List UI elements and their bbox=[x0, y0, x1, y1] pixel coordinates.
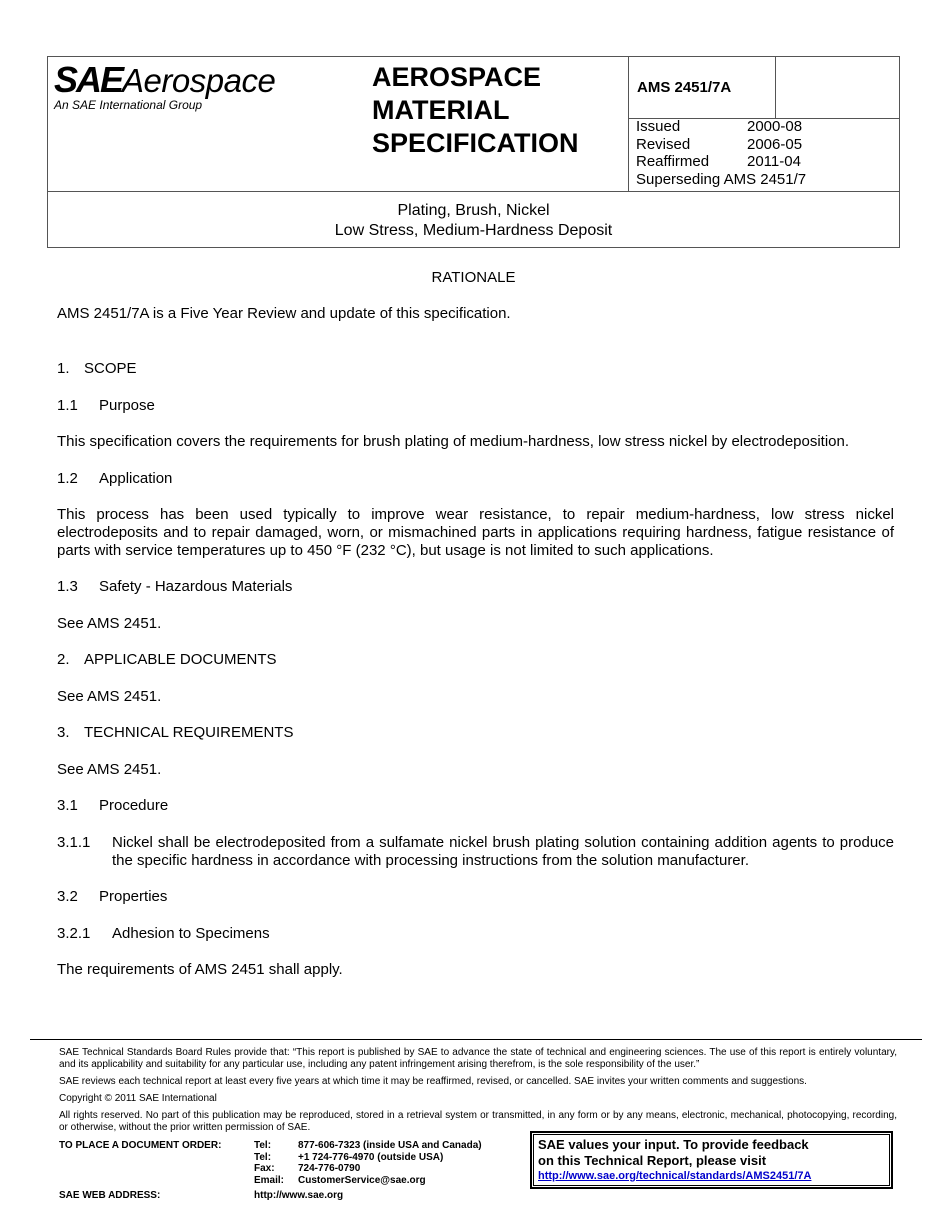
footer-rights-text: All rights reserved. No part of this publication may be reproduced, stored in a retrieval system or transmitted, in any form or by any means, electronic, mechanical, photocopying, recording, or otherwise, without the prior written permission of SAE. bbox=[59, 1110, 897, 1133]
title-line: AEROSPACE bbox=[372, 62, 542, 92]
web-address-link[interactable]: http://www.sae.org bbox=[254, 1190, 344, 1201]
document-dates bbox=[636, 118, 896, 188]
section-number: 2. bbox=[57, 651, 70, 668]
date-value: 2006-05 bbox=[747, 135, 803, 153]
section-title: Safety - Hazardous Materials bbox=[99, 578, 293, 595]
section-heading-scope bbox=[57, 360, 137, 378]
section-title: Procedure bbox=[99, 797, 169, 814]
section-heading-applicable-documents bbox=[57, 651, 277, 669]
section-heading-purpose bbox=[57, 397, 155, 415]
purpose-text: This specification covers the requirements for brush plating of medium-hardness, low stress nickel by electrodeposition. bbox=[57, 433, 850, 450]
order-label: TO PLACE A DOCUMENT ORDER: bbox=[59, 1140, 222, 1151]
rationale-text: AMS 2451/7A is a Five Year Review and update of this specification. bbox=[57, 305, 511, 322]
section-number: 3.2.1 bbox=[57, 925, 91, 942]
section-title: TECHNICAL REQUIREMENTS bbox=[84, 724, 294, 741]
rationale-heading: RATIONALE bbox=[431, 269, 516, 286]
application-text: This process has been used typically to improve wear resistance, to repair medium-hardness, low stress nickel electrodeposits and to repair damaged, worn, or mismachined parts in applications requiring hardness, fatigue resistance of parts with service temperatures up to 450 °F (232 °C), but usage is not limited to such applications. bbox=[57, 506, 894, 559]
superseding-note: Superseding AMS 2451/7 bbox=[636, 170, 807, 188]
procedure-text: Nickel shall be electrodeposited from a sulfamate nickel brush plating solution containing addition agents to produce the specific hardness in accordance with processing instructions from the solution manufacturer. bbox=[112, 834, 894, 869]
logo-tagline: An SAE International Group bbox=[54, 98, 203, 112]
feedback-link[interactable]: http://www.sae.org/technical/standards/AMS2451/7A bbox=[538, 1170, 812, 1182]
section-number: 1.2 bbox=[57, 470, 78, 487]
contact-label: Email: bbox=[254, 1174, 285, 1186]
section-heading-procedure bbox=[57, 797, 168, 815]
logo-mark: SAE bbox=[54, 59, 123, 100]
document-subject bbox=[47, 201, 900, 241]
section-number: 1.1 bbox=[57, 397, 78, 414]
date-row-issued bbox=[636, 118, 896, 136]
section-title: Application bbox=[99, 470, 173, 487]
adhesion-text: The requirements of AMS 2451 shall apply. bbox=[57, 961, 343, 978]
footer-review-text: SAE reviews each technical report at least every five years at which time it may be reaffirmed, revised, or cancelled. SAE invites your written comments and suggestions. bbox=[59, 1076, 807, 1087]
contact-row bbox=[254, 1175, 482, 1187]
contact-label: Fax: bbox=[254, 1163, 275, 1174]
date-label: Reaffirmed bbox=[636, 153, 710, 170]
contact-email[interactable]: CustomerService@sae.org bbox=[298, 1174, 426, 1186]
spec-title bbox=[372, 61, 579, 160]
section-number: 1.3 bbox=[57, 578, 78, 595]
section-title: APPLICABLE DOCUMENTS bbox=[84, 651, 277, 668]
date-row-reaffirmed bbox=[636, 153, 896, 171]
section-heading-technical-requirements bbox=[57, 724, 293, 742]
footer-copyright: Copyright © 2011 SAE International bbox=[59, 1093, 217, 1104]
contact-row bbox=[254, 1152, 482, 1164]
logo-word: Aerospace bbox=[122, 62, 276, 99]
contact-value: 877-606-7323 (inside USA and Canada) bbox=[298, 1140, 482, 1151]
section-title: Adhesion to Specimens bbox=[112, 925, 270, 942]
date-label: Issued bbox=[636, 118, 681, 135]
section-number: 3.2 bbox=[57, 888, 78, 905]
section-number: 1. bbox=[57, 360, 70, 377]
title-line: SPECIFICATION bbox=[372, 128, 579, 158]
contact-value: +1 724-776-4970 (outside USA) bbox=[298, 1151, 444, 1163]
date-value: 2000-08 bbox=[747, 118, 803, 135]
section-heading-properties bbox=[57, 888, 167, 906]
contact-row bbox=[254, 1140, 482, 1152]
contact-label: Tel: bbox=[254, 1151, 272, 1163]
title-line: MATERIAL bbox=[372, 95, 510, 125]
web-label: SAE WEB ADDRESS: bbox=[59, 1190, 161, 1201]
feedback-line: SAE values your input. To provide feedback bbox=[538, 1137, 809, 1152]
section-heading-application bbox=[57, 470, 172, 488]
technical-requirements-text: See AMS 2451. bbox=[57, 761, 162, 778]
subject-line: Plating, Brush, Nickel bbox=[397, 202, 550, 219]
section-number-3-1-1: 3.1.1 bbox=[57, 834, 91, 851]
applicable-documents-text: See AMS 2451. bbox=[57, 688, 162, 705]
order-contacts bbox=[254, 1140, 482, 1186]
date-value: 2011-04 bbox=[747, 153, 801, 170]
contact-label: Tel: bbox=[254, 1140, 272, 1151]
contact-value: 724-776-0790 bbox=[298, 1163, 361, 1174]
section-title: Purpose bbox=[99, 397, 155, 414]
section-title: Properties bbox=[99, 888, 168, 905]
section-title: SCOPE bbox=[84, 360, 137, 377]
feedback-box bbox=[530, 1131, 893, 1189]
footer-rules-text: SAE Technical Standards Board Rules provide that: “This report is published by SAE to advance the state of technical and engineering sciences. The use of this report is entirely voluntary, and its applicability and suitability for any particular use, including any patent infringement arising therefrom, is the sole responsibility of the user.” bbox=[59, 1047, 897, 1070]
footer-divider bbox=[30, 1039, 922, 1040]
subject-line: Low Stress, Medium-Hardness Deposit bbox=[334, 222, 613, 239]
section-number: 3.1 bbox=[57, 797, 78, 814]
date-row-revised bbox=[636, 136, 896, 154]
contact-row bbox=[254, 1163, 482, 1175]
section-heading-adhesion bbox=[57, 925, 270, 943]
section-heading-safety bbox=[57, 578, 292, 596]
safety-text: See AMS 2451. bbox=[57, 615, 162, 632]
feedback-line: on this Technical Report, please visit bbox=[538, 1153, 767, 1168]
document-number: AMS 2451/7A bbox=[637, 79, 732, 96]
date-label: Revised bbox=[636, 135, 691, 153]
sae-aerospace-logo bbox=[54, 59, 276, 100]
section-number: 3. bbox=[57, 724, 70, 741]
